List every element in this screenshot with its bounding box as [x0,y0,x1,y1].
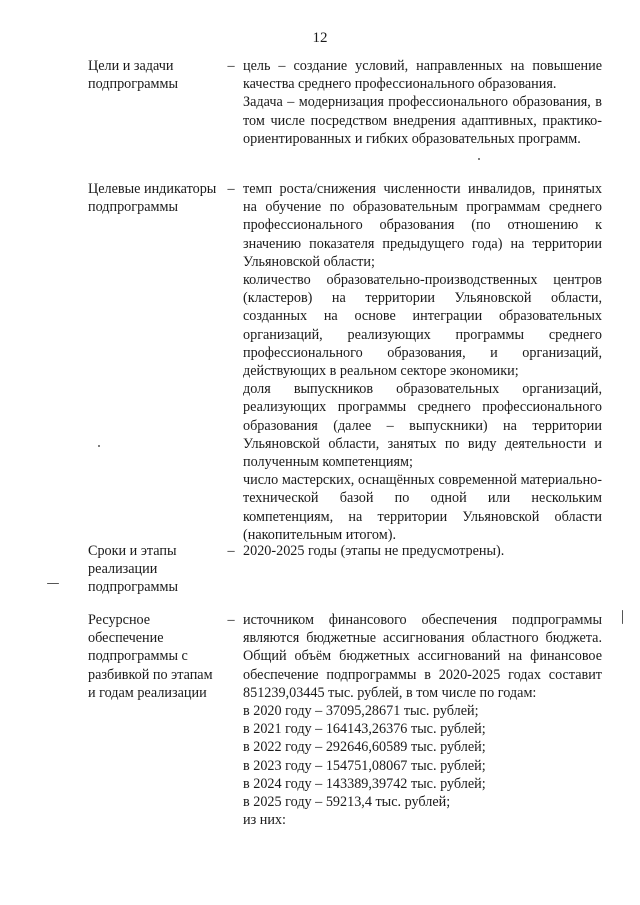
paragraph: цель – создание условий, направленных на повышение качества среднего профессионального образования. [243,58,602,93]
row-dash: – [227,58,235,74]
paragraph: число мастерских, оснащённых современной материально-технической базой по одной или нескольким компетенциям, на территории Ульяновской области (накопительным итогом). [243,472,602,543]
row-content [243,180,602,544]
funding-year-line: в 2023 году – 154751,08067 тыс. рублей; [243,757,486,774]
funding-year-line: в 2022 году – 292646,60589 тыс. рублей; [243,739,486,756]
row-content [243,611,602,829]
page-number: 12 [312,30,328,46]
row-label: Сроки и этапы реализации подпрограммы [88,543,178,596]
row-dash: – [227,612,235,628]
scan-speck [478,158,480,160]
row-content [243,542,602,560]
funding-year-line: в 2025 году – 59213,4 тыс. рублей; [243,794,451,811]
funding-by-year-list [243,702,602,829]
paragraph: Задача – модернизация профессионального образования, в том числе посредством внедрения адаптивных, практико-ориентированных и гибких образовательных программ. [243,94,602,147]
paragraph: 2020-2025 годы (этапы не предусмотрены). [243,543,505,559]
scan-speck [98,445,100,447]
paragraph: темп роста/снижения численности инвалидов, принятых на обучение по образовательным программам среднего профессионального образования (по отношению к значению показателя предыдущего года) на территории Ульяновской области; [243,181,602,270]
paragraph: количество образовательно-производственных центров (кластеров) на территории Ульяновской области, созданных на основе интеграции образовательных организаций, реализующих программы среднего профессионального образования, и организаций, действующих в реальном секторе экономики; [243,272,602,380]
paragraph: источником финансового обеспечения подпрограммы являются бюджетные ассигнования областного бюджета. Общий объём бюджетных ассигнований на финансовое обеспечение подпрограммы в 2020-2025 годах составит 851239,03445 тыс. рублей, в том числе по годам: [243,612,602,701]
row-label: Ресурсное обеспечение подпрограммы с разбивкой по этапам и годам реализации [88,612,213,701]
funding-tail-line: из них: [243,812,286,829]
funding-year-line: в 2020 году – 37095,28671 тыс. рублей; [243,703,479,720]
row-content [243,57,602,148]
scan-speck [622,610,623,624]
scan-speck [47,583,59,584]
row-label: Целевые индикаторы подпрограммы [88,181,217,216]
paragraph: доля выпускников образовательных организаций, реализующих программы среднего профессионального образования (далее – выпускники) на территории Ульяновской области, занятых по виду деятельности и полученным компетенциям; [243,381,602,471]
row-label: Цели и задачи подпрограммы [88,58,178,93]
funding-year-line: в 2024 году – 143389,39742 тыс. рублей; [243,775,486,792]
funding-year-line: в 2021 году – 164143,26376 тыс. рублей; [243,721,486,738]
row-dash: – [227,181,235,197]
row-dash: – [227,543,235,559]
